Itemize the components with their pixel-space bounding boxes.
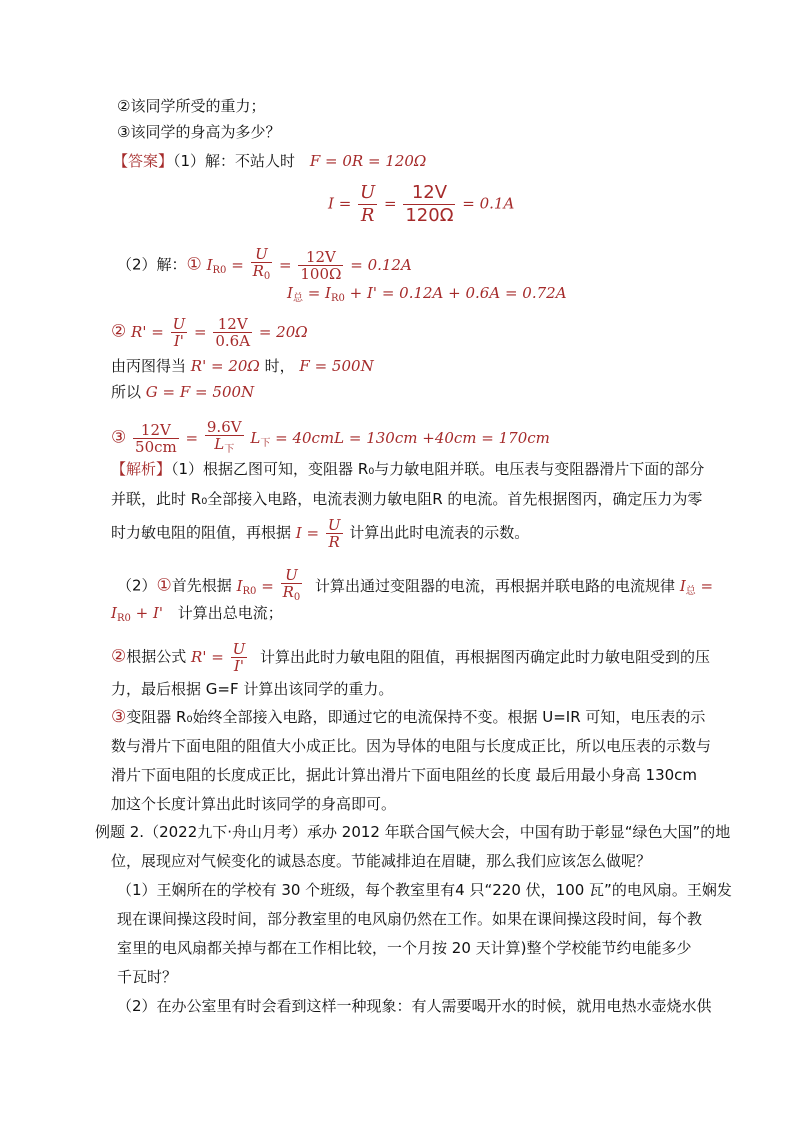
equation-current: I = $\frac{U}{R}$ = $\frac{12V}{120\Omega}$ = 0.1A	[328, 182, 515, 226]
answer-so-line: 所以 G = F = 500N	[111, 383, 255, 401]
answer-part2-line: （2）解：① $I_{R0}$ = $\frac{U}{R_0}$ = $\frac{12V}{100\Omega}$ = 0.12A	[117, 245, 412, 283]
example2-line-2: 位，展现应对气候变化的诚恳态度。节能减排迫在眉睫，那么我们应该怎么做呢？	[111, 852, 652, 870]
question-2: ②该同学所受的重力；	[117, 97, 266, 115]
answer-c2-line: ② R' = $\frac{U}{I'}$ = $\frac{12V}{0.6A}$ = 20Ω	[111, 315, 308, 350]
equation-total-current: $I_总 = I_{R0} + I' = 0.12A + 0.6A = 0.72A$	[287, 284, 567, 304]
example2-line-4: 现在课间操这段时间，部分教室里的电风扇仍然在工作。如果在课间操这段时间，每个教	[117, 910, 703, 928]
c3-frac-2: $\frac{9.6V}{L_下}$	[206, 418, 242, 455]
answer-tag: 【答案】	[113, 152, 174, 170]
example2-line-7: （2）在办公室里有时会看到这样一种现象：有人需要喝开水的时候，就用电热水壶烧水供	[117, 997, 712, 1015]
a3-frac: $\frac{U}{R}$	[327, 516, 341, 551]
c2-frac-1: $\frac{U}{I'}$	[172, 315, 186, 350]
analysis-line-2: 并联，此时 R₀全部接入电路，电流表测力敏电阻R 的电流。首先根据图丙，确定压力为零	[111, 490, 703, 508]
analysis-line-3: 时力敏电阻的阻值，再根据 I = $\frac{U}{R}$ 计算出此时电流表的示数。	[111, 516, 530, 551]
c-frac: $\frac{U}{I'}$	[232, 640, 246, 675]
c3-frac-1: $\frac{12V}{50cm}$	[135, 421, 177, 456]
b1-frac: $\frac{U}{R_0}$	[282, 566, 301, 603]
analysis-tag: 【解析】	[111, 460, 172, 478]
analysis-line-7: 力，最后根据 G=F 计算出该同学的重力。	[111, 680, 394, 698]
p2-frac-2: $\frac{12V}{100\Omega}$	[300, 248, 342, 283]
answer-line-1	[113, 151, 426, 171]
analysis-line-9: 数与滑片下面电阻的阻值大小成正比。因为导体的电阻与长度成正比，所以电压表的示数与	[111, 737, 712, 755]
analysis-line-8: ③变阻器 R₀始终全部接入电路，即通过它的电流保持不变。根据 U=IR 可知，电压表的示	[111, 707, 706, 727]
analysis-line-11: 加这个长度计算出此时该同学的身高即可。	[111, 795, 397, 813]
example2-line-3: （1）王娴所在的学校有 30 个班级，每个教室里有4 只“220 伏，100 瓦”的电风扇。王娴发	[117, 881, 732, 899]
answer-part1-label: （1）解：不站人时	[173, 152, 296, 170]
eq1-frac-2: $\frac{12V}{120\Omega}$	[405, 182, 454, 226]
answer-c3-line: ③ $\frac{12V}{50cm}$ = $\frac{9.6V}{L_下}$ $L_下 = 40cmL = 130cm +40cm = 170cm$	[111, 418, 550, 456]
example2-line-5: 室里的电风扇都关掉与都在工作相比较，一个月按 20 天计算)整个学校能节约电能多少	[117, 939, 692, 957]
eq1-lhs: I =	[328, 194, 352, 213]
question-3: ③该同学的身高为多少？	[117, 123, 281, 141]
analysis-line-10: 滑片下面电阻的长度成正比，据此计算出滑片下面电阻丝的长度 最后用最小身高 130cm	[111, 766, 698, 784]
answer-from-line: 由丙图得当 R' = 20Ω 时， F = 500N	[111, 357, 374, 375]
analysis-line-5: $I_{R0} + I'$ 计算出总电流；	[111, 604, 283, 624]
analysis-line-1: 【解析】（1）根据乙图可知，变阻器 R₀与力敏电阻并联。电压表与变阻器滑片下面的部分	[111, 460, 705, 478]
p2-frac-1: $\frac{U}{R_0}$	[252, 245, 271, 282]
analysis-line-6: ②根据公式 R' = $\frac{U}{I'}$ 计算出此时力敏电阻的阻值，再根据图丙确定此时力敏电阻受到的压	[111, 640, 711, 675]
c2-frac-2: $\frac{12V}{0.6A}$	[215, 315, 251, 350]
example2-line-6: 千瓦时？	[117, 968, 178, 986]
example2-line-1: 例题 2.（2022九下·舟山月考）承办 2012 年联合国气候大会，中国有助于彰显“绿色大国”的地	[95, 823, 731, 841]
answer-part1-eq: F = 0R = 120Ω	[309, 152, 427, 170]
eq1-rhs: = 0.1A	[462, 194, 515, 213]
analysis-line-4: （2）①首先根据 $I_{R0}$ = $\frac{U}{R_0}$ 计算出通过变阻器的电流，再根据并联电路的电流规律 $I_总$ =	[117, 567, 713, 606]
eq1-frac-1: $\frac{U}{R}$	[360, 182, 376, 226]
